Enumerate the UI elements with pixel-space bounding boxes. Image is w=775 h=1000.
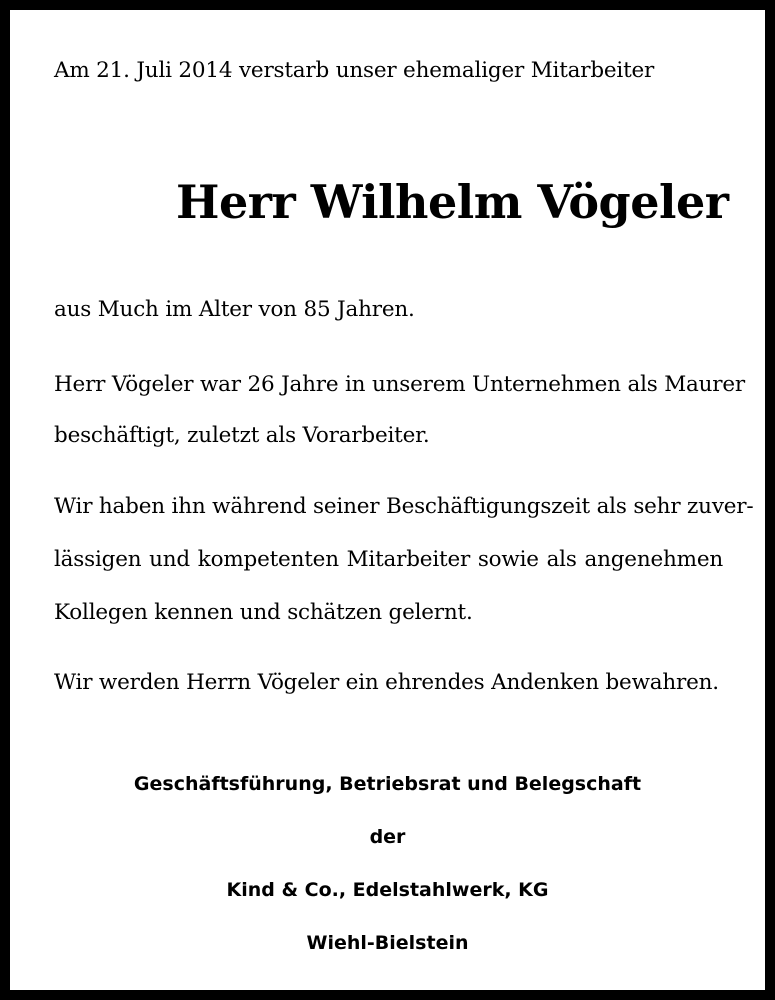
signature-line-2: der (369, 826, 406, 848)
remembrance-line: Wir werden Herrn Vögeler ein ehrendes Andenken bewahren. (54, 670, 719, 695)
intro-line: Am 21. Juli 2014 verstarb unser ehemaliger Mitarbeiter (54, 58, 655, 83)
signature-line-1: Geschäftsführung, Betriebsrat und Belegschaft (133, 773, 642, 795)
signature-company: Kind & Co., Edelstahlwerk, KG (226, 879, 549, 901)
signature-location: Wiehl-Bielstein (306, 932, 469, 954)
employment-line-1: Herr Vögeler war 26 Jahre in unserem Unternehmen als Maurer (54, 372, 745, 397)
tribute-line-1: Wir haben ihn während seiner Beschäftigungszeit als sehr zuver- (54, 494, 754, 519)
tribute-line-2: lässigen und kompetenten Mitarbeiter sowie als angenehmen (54, 547, 723, 572)
deceased-name: Herr Wilhelm Vögeler (176, 175, 729, 229)
employment-line-2: beschäftigt, zuletzt als Vorarbeiter. (54, 423, 430, 448)
tribute-line-3: Kollegen kennen und schätzen gelernt. (54, 600, 473, 625)
age-line: aus Much im Alter von 85 Jahren. (54, 297, 415, 322)
